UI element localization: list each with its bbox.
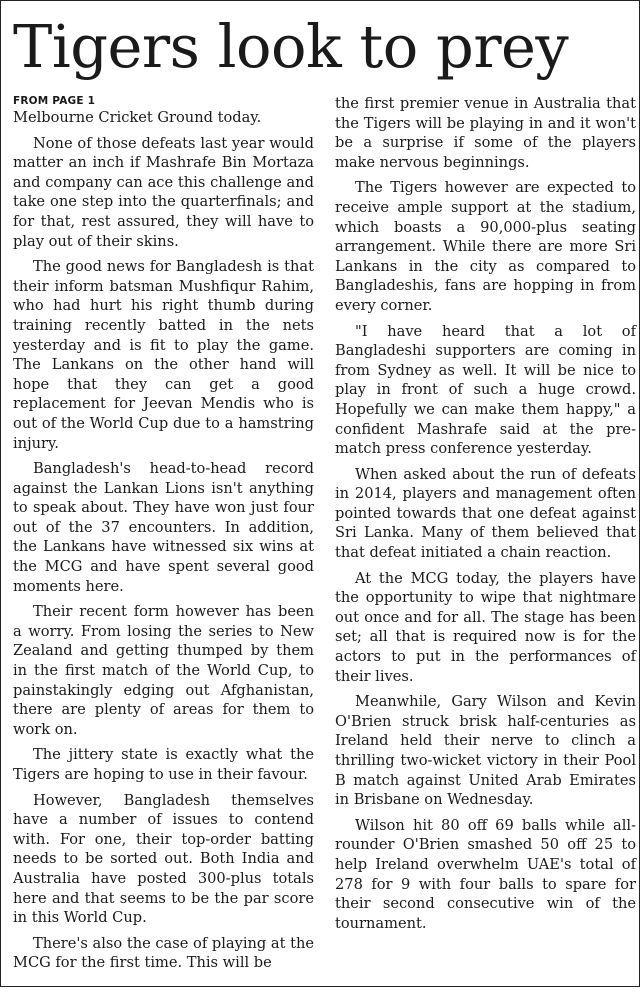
paragraph: Their recent form however has been a worry. From losing the series to New Zealand and getting thumped by them in the first match of the World Cup, to painstakingly edging out Afghanistan, there are plenty of areas for them to work on. [13, 603, 314, 738]
paragraph: At the MCG today, the players have the opportunity to wipe that nightmare out once and for all. The stage has been set; all that is required now is for the actors to put in the performances of their lives. [335, 569, 636, 685]
paragraph: the first premier venue in Australia that the Tigers will be playing in and it won't be a surprise if some of the players make nervous beginnings. [335, 95, 636, 171]
paragraph: None of those defeats last year would matter an inch if Mashrafe Bin Mortaza and company can ace this challenge and take one step into the quarterfinals; and for that, rest assured, they will have to play out of their skins. [13, 134, 314, 250]
paragraph: The good news for Bangladesh is that their inform batsman Mushfiqur Rahim, who had hurt his right thumb during training recently batted in the nets yesterday and is fit to play the game. The Lankans on the other hand will hope that they can get a good replacement for Jeevan Mendis who is out of the World Cup due to a hamstring injury. [13, 258, 314, 452]
paragraph: Bangladesh's head-to-head record against the Lankan Lions isn't anything to speak about. They have won just four out of the 37 encounters. In addition, the Lankans have witnessed six wins at the MCG and have spent several good moments here. [13, 460, 314, 595]
paragraph: "I have heard that a lot of Bangladeshi supporters are coming in from Sydney as well. It will be nice to play in front of such a huge crowd. Hopefully we can make them happy," a confident Mashrafe said at the prematch press conference yesterday. [335, 322, 636, 458]
page-jump-kicker: FROM PAGE 1 [13, 95, 96, 107]
paragraph: However, Bangladesh themselves have a number of issues to contend with. For one, their top-order batting needs to be sorted out. Both India and Australia have posted 300-plus totals here and that seems to be the par score in this World Cup. [13, 791, 314, 927]
right-column [335, 94, 636, 939]
paragraph: There's also the case of playing at the MCG for the first time. This will be [13, 934, 314, 972]
paragraph: When asked about the run of defeats in 2014, players and management often pointed towards that one defeat against Sri Lanka. Many of them believed that that defeat initiated a chain reaction. [335, 465, 636, 562]
paragraph: Melbourne Cricket Ground today. [13, 109, 262, 126]
paragraph: Wilson hit 80 off 69 balls while allrounder O'Brien smashed 50 off 25 to help Ireland overwhelm UAE's total of 278 for 9 with four balls to spare for their second consecutive win of the tournament. [335, 816, 636, 932]
paragraph: Meanwhile, Gary Wilson and Kevin O'Brien struck brisk half-centuries as Ireland held their nerve to clinch a thrilling two-wicket victory in their Pool B match against United Arab Emirates in Brisbane on Wednesday. [335, 693, 636, 809]
paragraph: The Tigers however are expected to receive ample support at the stadium, which boasts a 90,000-plus seating arrangement. While there are more Sri Lankans in the city as compared to Bangladeshis, fans are hopping in from every corner. [335, 179, 636, 314]
paragraph: The jittery state is exactly what the Tigers are hoping to use in their favour. [13, 746, 314, 783]
left-column [13, 94, 314, 979]
headline: Tigers look to prey [13, 12, 569, 81]
